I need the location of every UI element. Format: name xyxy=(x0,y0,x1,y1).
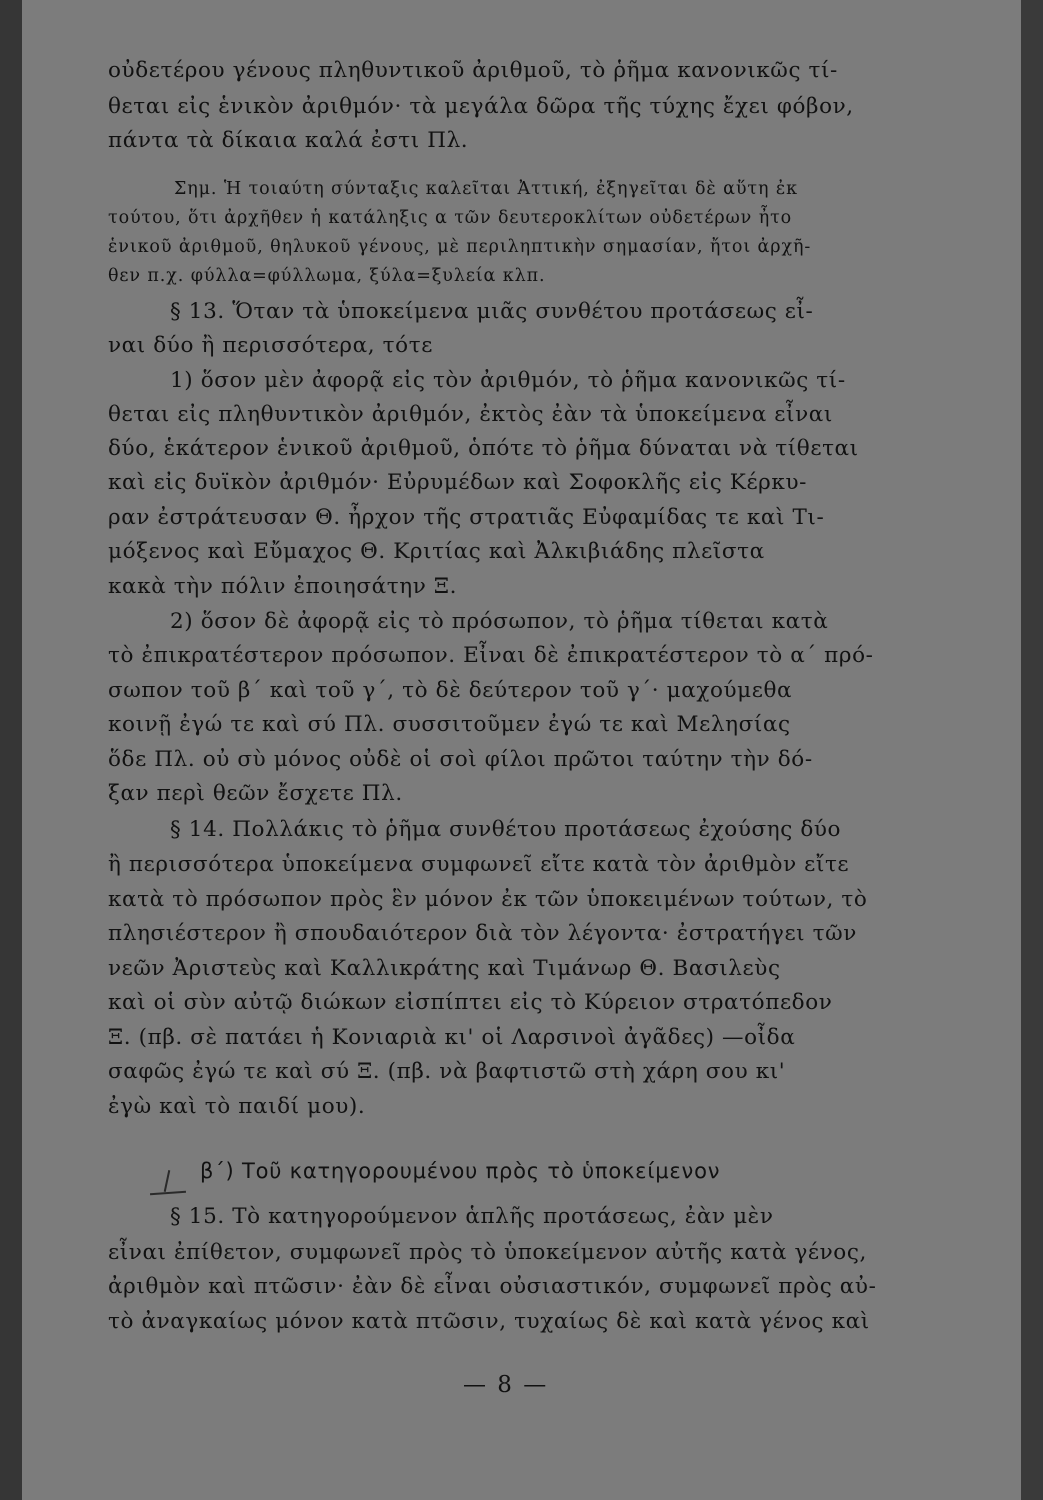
text-line: καὶ εἰς δυϊκὸν ἀριθμόν· Εὐρυμέδων καὶ Σοφοκλῆς εἰς Κέρκυ- xyxy=(108,470,807,495)
text-line: κοινῇ ἐγώ τε καὶ σύ Πλ. συσσιτοῦμεν ἐγώ τε καὶ Μελησίας xyxy=(108,712,791,737)
text-line: 1) ὅσον μὲν ἀφορᾷ εἰς τὸν ἀριθμόν, τὸ ῥῆμα κανονικῶς τί- xyxy=(170,368,846,393)
text-line: θεται εἰς ἑνικὸν ἀριθμόν· τὰ μεγάλα δῶρα τῆς τύχης ἔχει φόβον, xyxy=(108,94,854,119)
text-line: εἶναι ἐπίθετον, συμφωνεῖ πρὸς τὸ ὑποκείμενον αὐτῆς κατὰ γένος, xyxy=(108,1240,867,1265)
text-line: ἢ περισσότερα ὑποκείμενα συμφωνεῖ εἴτε κατὰ τὸν ἀριθμὸν εἴτε xyxy=(108,852,850,877)
text-line: ναι δύο ἢ περισσότερα, τότε xyxy=(108,333,433,358)
page-number: — 8 — xyxy=(463,1372,549,1398)
text-line: ἀριθμὸν καὶ πτῶσιν· ἐὰν δὲ εἶναι οὐσιαστικόν, συμφωνεῖ πρὸς αὐ- xyxy=(108,1274,877,1299)
text-line: ἐγὼ καὶ τὸ παιδί μου). xyxy=(108,1094,366,1119)
text-line: ὅδε Πλ. οὐ σὺ μόνος οὐδὲ οἱ σοὶ φίλοι πρῶτοι ταύτην τὴν δό- xyxy=(108,747,813,772)
text-line: κακὰ τὴν πόλιν ἐποιησάτην Ξ. xyxy=(108,574,458,599)
text-line: οὐδετέρου γένους πληθυντικοῦ ἀριθμοῦ, τὸ ῥῆμα κανονικῶς τί- xyxy=(108,58,838,83)
text-line: τὸ ἀναγκαίως μόνον κατὰ πτῶσιν, τυχαίως δὲ καὶ κατὰ γένος καὶ xyxy=(108,1309,870,1334)
section-15-heading: § 15. Τὸ κατηγορούμενον ἁπλῆς προτάσεως, ἐὰν μὲν xyxy=(170,1204,774,1229)
text-line: πάντα τὰ δίκαια καλά ἐστι Πλ. xyxy=(108,128,469,153)
text-line: σαφῶς ἐγώ τε καὶ σύ Ξ. (πβ. νὰ βαφτιστῶ στὴ χάρη σου κι' xyxy=(108,1059,786,1084)
section-14-heading: § 14. Πολλάκις τὸ ῥῆμα συνθέτου προτάσεως ἐχούσης δύο xyxy=(170,817,842,842)
text-line: ραν ἐστράτευσαν Θ. ἦρχον τῆς στρατιᾶς Εὐφαμίδας τε καὶ Τι- xyxy=(108,505,825,530)
note-line: τούτου, ὅτι ἀρχῆθεν ἡ κατάληξις α τῶν δευτεροκλίτων οὐδετέρων ἦτο xyxy=(108,208,793,228)
text-line: κατὰ τὸ πρόσωπον πρὸς ἓν μόνον ἐκ τῶν ὑποκειμένων τούτων, τὸ xyxy=(108,887,868,912)
text-line: νεῶν Ἀριστεὺς καὶ Καλλικράτης καὶ Τιμάνωρ Θ. Βασιλεὺς xyxy=(108,956,781,981)
text-line: δύο, ἑκάτερον ἑνικοῦ ἀριθμοῦ, ὁπότε τὸ ῥῆμα δύναται νὰ τίθεται xyxy=(108,436,859,461)
pencil-mark xyxy=(164,1170,171,1192)
text-line: πλησιέστερον ἢ σπουδαιότερον διὰ τὸν λέγοντα· ἐστρατήγει τῶν xyxy=(108,921,857,946)
text-line: ξαν περὶ θεῶν ἔσχετε Πλ. xyxy=(108,781,403,806)
note-line: ἑνικοῦ ἀριθμοῦ, θηλυκοῦ γένους, μὲ περιληπτικὴν σημασίαν, ἤτοι ἀρχῆ- xyxy=(108,237,812,257)
text-line: καὶ οἱ σὺν αὐτῷ διώκων εἰσπίπτει εἰς τὸ Κύρειον στρατόπεδον xyxy=(108,990,833,1015)
section-13-heading: § 13. Ὅταν τὰ ὑποκείμενα μιᾶς συνθέτου προτάσεως εἶ- xyxy=(170,299,814,324)
text-line: μόξενος καὶ Εὔμαχος Θ. Κριτίας καὶ Ἀλκιβιάδης πλεῖστα xyxy=(108,539,765,564)
pencil-mark xyxy=(150,1191,186,1196)
text-line: 2) ὅσον δὲ ἀφορᾷ εἰς τὸ πρόσωπον, τὸ ῥῆμα τίθεται κατὰ xyxy=(170,609,829,634)
text-line: τὸ ἐπικρατέστερον πρόσωπον. Εἶναι δὲ ἐπικρατέστερον τὸ α΄ πρό- xyxy=(108,643,874,668)
text-line: θεται εἰς πληθυντικὸν ἀριθμόν, ἐκτὸς ἐὰν τὰ ὑποκείμενα εἶναι xyxy=(108,402,833,427)
note-line: Σημ. Ἡ τοιαύτη σύνταξις καλεῖται Ἀττική, ἐξηγεῖται δὲ αὕτη ἐκ xyxy=(174,179,798,199)
note-line: θεν π.χ. φύλλα=φύλλωμα, ξύλα=ξυλεία κλπ. xyxy=(108,266,546,286)
subsection-heading: β΄) Τοῦ κατηγορουμένου πρὸς τὸ ὑποκείμενον xyxy=(200,1159,721,1183)
text-line: Ξ. (πβ. σὲ πατάει ἡ Κονιαριὰ κι' οἱ Λαρσινοὶ ἀγᾶδες) —οἶδα xyxy=(108,1025,796,1050)
text-line: σωπον τοῦ β΄ καὶ τοῦ γ΄, τὸ δὲ δεύτερον τοῦ γ΄· μαχούμεθα xyxy=(108,678,793,703)
